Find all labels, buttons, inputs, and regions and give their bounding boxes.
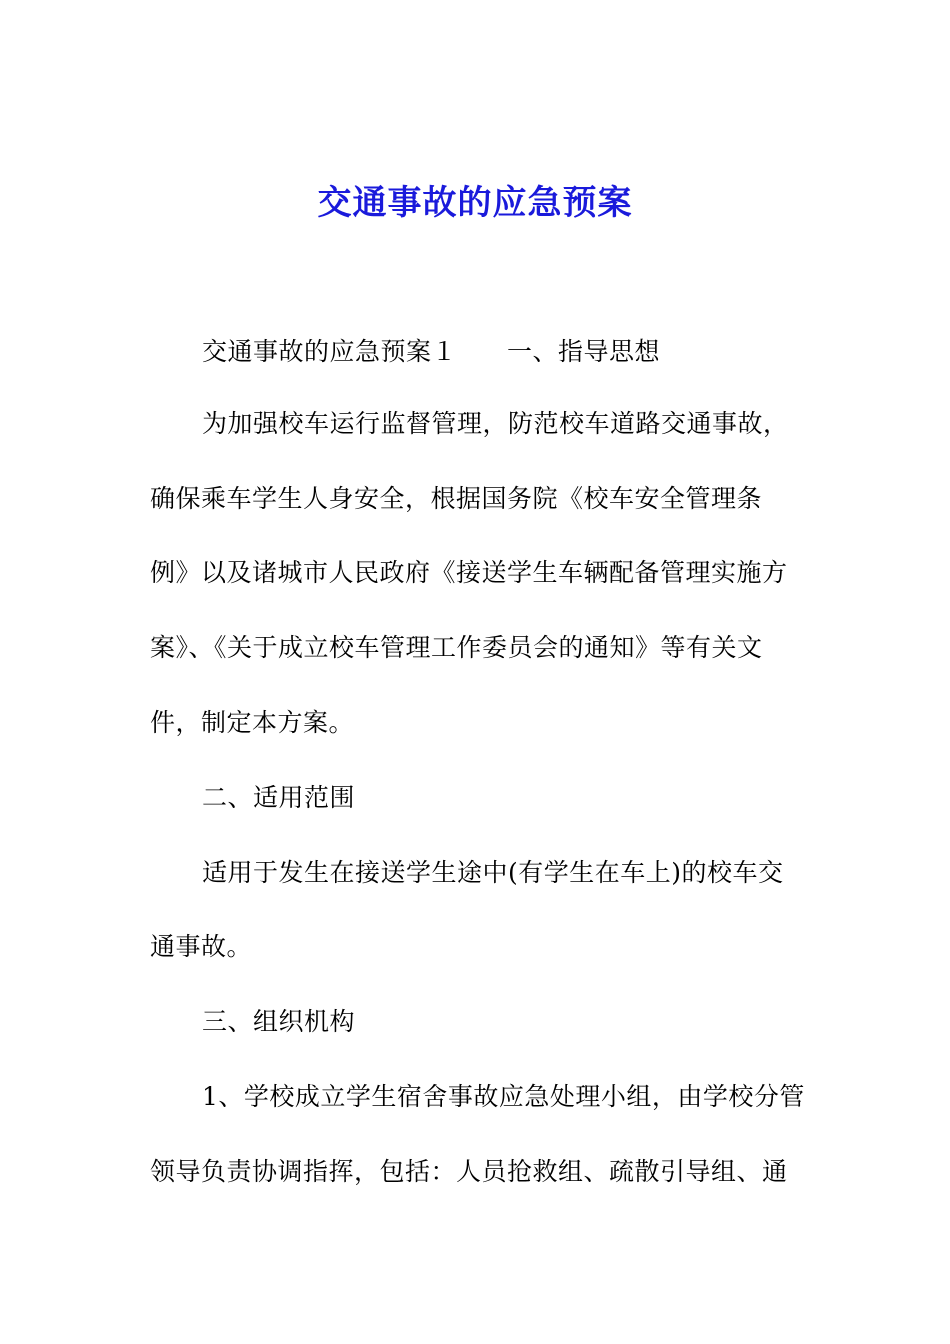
text-line: 为加强校车运行监督管理，防范校车道路交通事故， [202,409,789,438]
text-line: 案》、《关于成立校车管理工作委员会的通知》等有关文 [150,633,763,662]
plan-label: 交通事故的应急预案１ [202,337,458,366]
text-line: 领导负责协调指挥，包括：人员抢救组、疏散引导组、通 [150,1157,788,1186]
text-line: 1、学校成立学生宿舍事故应急处理小组，由学校分管 [202,1082,805,1111]
text-line: 适用于发生在接送学生途中(有学生在车上)的校车交 [202,858,784,887]
section-heading: 一、指导思想 [507,337,661,366]
section-heading: 二、适用范围 [202,783,356,812]
paragraph-heading-line [202,334,660,370]
section-heading: 三、组织机构 [202,1007,356,1036]
document-title: 交通事故的应急预案 [317,183,633,223]
text-line: 例》以及诸城市人民政府《接送学生车辆配备管理实施方 [150,558,788,587]
text-line: 件，制定本方案。 [150,708,355,737]
text-line: 确保乘车学生人身安全，根据国务院《校车安全管理条 [150,484,763,513]
text-line: 通事故。 [150,932,253,961]
